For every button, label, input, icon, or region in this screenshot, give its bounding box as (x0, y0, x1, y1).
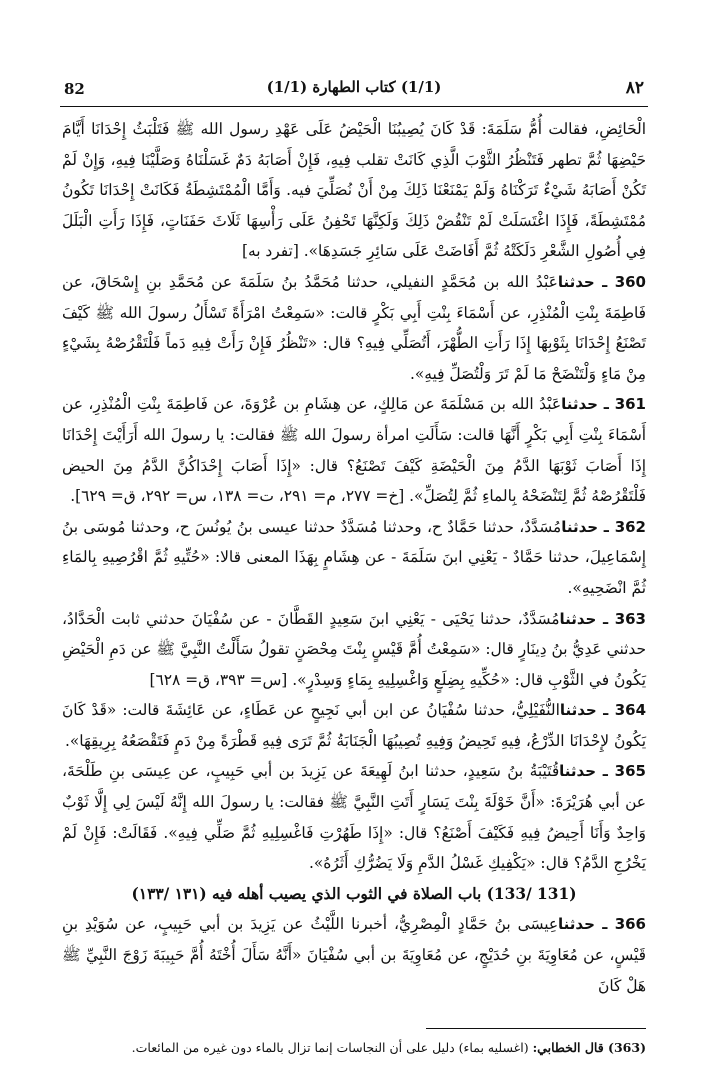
hadith-paragraph (62, 756, 646, 878)
chapter-heading: (131 /133) باب الصلاة في الثوب الذي يصيب أهله فيه (١٣١ /١٣٣) (131, 884, 577, 903)
main-text (62, 114, 646, 1001)
footnote-divider (426, 1028, 646, 1029)
page-header (60, 80, 648, 107)
hadith-text: عَبْدُ الله بن مَسْلَمَةَ عن مَالِكٍ، عن هِشَامِ بن عُرْوَةَ، عن فَاطِمَةَ بِنْتِ الْمُنْذِرِ، عن أَسْمَاءَ بِنْتِ أَبِي بَكْرٍ أَنَّهَا قالت: سَأَلَتِ امرأة رسولَ الله ﷺ فقالت: يا رسولَ الله أَرَأَيْتَ إِحْدَانَا إِذَا أَصَابَ ثَوْبَهَا الدَّمُ مِنَ الْحَيْضَةِ كَيْفَ تَصْنَعُ؟ قال: «إِذَا أَصَابَ إِحْدَاكُنَّ الدَّمُ مِنَ الحيض فَلْتَقْرُصْهُ ثُمَّ لِتَنْضَحْهُ بِالماءِ ثُمَّ لِتُصَلِّ». [خ= ٢٧٧، م= ٢٩١، ت= ١٣٨، س= ٢٩٢، ق= ٦٢٩]. (62, 395, 646, 506)
hadith-text: عِيسَى بنُ حَمَّادٍ الْمِصْرِيُّ، أخبرنا اللَّيْثُ عن يَزِيدَ بن أبي حَبِيبٍ، عن سُوَيْدِ بنِ قَيْسٍ، عن مُعَاوِيَةَ بنِ حُدَيْجٍ، عن مُعَاوِيَةَ بن أبي سُفْيَانَ «أَنَّهُ سَأَلَ أُخْتَهُ أُمَّ حَبِيبَةَ زَوْجَ النَّبِيِّ ﷺ هَلْ كَانَ (62, 915, 646, 995)
page-number-arabic: ٨٢ (625, 78, 644, 98)
hadith-paragraph (62, 512, 646, 604)
hadith-paragraph (62, 695, 646, 756)
hadith-number: 366 ـ حدثنا (558, 915, 646, 934)
hadith-text: مُسَدَّدٌ، حدثنا حَمَّادٌ ح، وحدثنا مُسَدَّدٌ حدثنا عيسى بنُ يُونُسَ ح، وحدثنا مُوسَى بنُ إِسْمَاعِيلَ، حدثنا حَمَّادٌ - يَعْنِي ابنَ سَلَمَةَ - عن هِشَامٍ بِهَذَا المعنى قالا: «حُتِّيهِ ثُمَّ اقْرُصِيهِ بِالمَاءِ ثُمَّ انْضَحِيهِ». (62, 517, 646, 597)
hadith-paragraph (62, 267, 646, 389)
footnote (62, 1038, 646, 1058)
hadith-paragraph (62, 389, 646, 511)
footnote-text: (اغسليه بماء) دليل على أن النجاسات إنما تزال بالماء دون غيره من المائعات. (131, 1040, 529, 1055)
hadith-number: 360 ـ حدثنا (557, 272, 646, 291)
hadith-paragraph (62, 909, 646, 1001)
page-number-latin: 82 (64, 80, 85, 98)
hadith-text: قُتَيْبَةُ بنُ سَعِيدٍ، حدثنا ابنُ لَهِيعَةَ عن يَزِيدَ بن أبي حَبِيبٍ، عن عِيسَى بنِ طَلْحَةَ، عن أبي هُرَيْرَةَ: «أَنَّ خَوْلَةَ بِنْتَ يَسَارٍ أَتَتِ النَّبِيَّ ﷺ فقالت: يا رسولَ الله إِنَّهُ لَيْسَ لِي إِلَّا ثَوْبٌ وَاحِدٌ وَأَنَا أَحِيضُ فِيهِ فَكَيْفَ أَصْنَعُ؟ قال: «إِذَا طَهُرْتِ فَاغْسِلِيهِ ثُمَّ صَلِّي فِيهِ». فَقَالَتْ: فَإِنْ لَمْ يَخْرُجِ الدَّمُ؟ قال: «يَكْفِيكِ غَسْلُ الدَّمِ وَلَا يَضُرُّكِ أَثَرُهُ». (62, 762, 646, 873)
running-title: (1/1) كتاب الطهارة (1/1) (266, 78, 442, 96)
hadith-paragraph (62, 114, 646, 267)
hadith-number: 363 ـ حدثنا (559, 609, 646, 628)
hadith-text: مُسَدَّدٌ، حدثنا يَحْيَى - يَعْنِي ابنَ سَعِيدٍ القَطَّانَ - عن سُفْيَانَ حدثني ثابت الْحَدَّادُ، حدثني عَدِيُّ بنُ دِينَارٍ قال: «سَمِعْتُ أُمَّ قَيْسٍ بِنْتَ مِحْصَنٍ تقولُ سَأَلْتُ النَّبِيَّ ﷺ عن دَمِ الْحَيْضِ يَكُونُ في الثَّوْبِ قال: «حُكِّيهِ بِضِلَعٍ وَاغْسِلِيهِ بِمَاءٍ وَسِدْرٍ». [س= ٣٩٣، ق= ٦٢٨] (62, 609, 646, 689)
hadith-text: عَبْدُ الله بن مُحَمَّدٍ النفيلي، حدثنا مُحَمَّدُ بنُ سَلَمَةَ عن مُحَمَّدِ بنِ إِسْحَاقَ، عن فَاطِمَةَ بِنْتِ الْمُنْذِرِ، عن أَسْمَاءَ بِنْتِ أَبِي بَكْرٍ قالت: «سَمِعْتُ امْرَأَةً تَسْأَلُ رسولَ الله ﷺ كَيْفَ تَصْنَعُ إِحْدَانَا بِثَوْبِهَا إِذَا رَأَتِ الطُّهْرَ، أَتُصَلِّي فِيهِ؟ قال: «تَنْظُرُ فَإِنْ رَأَتْ فِيهِ دَماً فَلْتَقْرُصْهُ بِشَيْءٍ مِنْ مَاءٍ وَلْتَنْضَحْ مَا لَمْ تَرَ وَلْتُصَلِّ فِيهِ». (62, 272, 646, 383)
hadith-paragraph (62, 604, 646, 696)
hadith-number: 362 ـ حدثنا (561, 517, 646, 536)
footnote-label: (363) قال الخطابي: (532, 1040, 646, 1055)
hadith-text: النُّفَيْلِيُّ، حدثنا سُفْيَانُ عن ابن أبي نَجِيحٍ عن عَطَاءٍ، عن عَائِشَةَ قالت: «قَدْ كَانَ يَكُونُ لإِحْدَانَا الدِّرْعُ، فِيهِ تَحِيضُ وَفِيهِ تُصِيبُهَا الْجَنَابَةُ ثُمَّ تَرَى فِيهِ قَطْرَةً مِنْ دَمٍ فَتَقْصَعُهُ بِرِيقِهَا». (62, 701, 646, 750)
hadith-number: 364 ـ حدثنا (559, 701, 647, 720)
hadith-number: 361 ـ حدثنا (561, 395, 646, 414)
hadith-number: 365 ـ حدثنا (559, 762, 646, 781)
hadith-text: الْحَائِضِ، فقالت أُمُّ سَلَمَةَ: قَدْ كَانَ يُصِيبُنَا الْحَيْضُ عَلَى عَهْدِ رسول الله ﷺ فَتَلْبَثُ إِحْدَانَا أَيَّامَ حَيْضِهَا ثُمَّ تطهر فَتَنْظُرُ الثَّوْبَ الَّذِي كَانَتْ تقلب فِيهِ، فَإِنْ أَصَابَهُ دَمٌ غَسَلْنَاهُ وَصَلَّيْنَا فِيهِ، وَإِنْ لَمْ تَكُنْ أَصَابَهُ شَيْءٌ تَرَكْنَاهُ وَلَمْ يَمْنَعْنَا ذَلِكَ مِنْ أَنْ نُصَلِّيَ فيه. وَأَمَّا الْمُمْتَشِطَةُ فَكَانَتْ إِحْدَانَا تَكُونُ مُمْتَشِطَةً، فَإِذَا اغْتَسَلَتْ لَمْ تَنْقُضْ ذَلِكَ وَلَكِنَّهَا تَحْفِنُ عَلَى رَأْسِهَا ثَلَاثَ حَفَنَاتٍ، فَإِذَا رَأَتِ الْبَلَلَ فِي أُصُولِ الشَّعْرِ دَلَكَتْهُ ثُمَّ أَفَاضَتْ عَلَى سَائِرِ جَسَدِهَا». [تفرد به] (62, 120, 646, 261)
